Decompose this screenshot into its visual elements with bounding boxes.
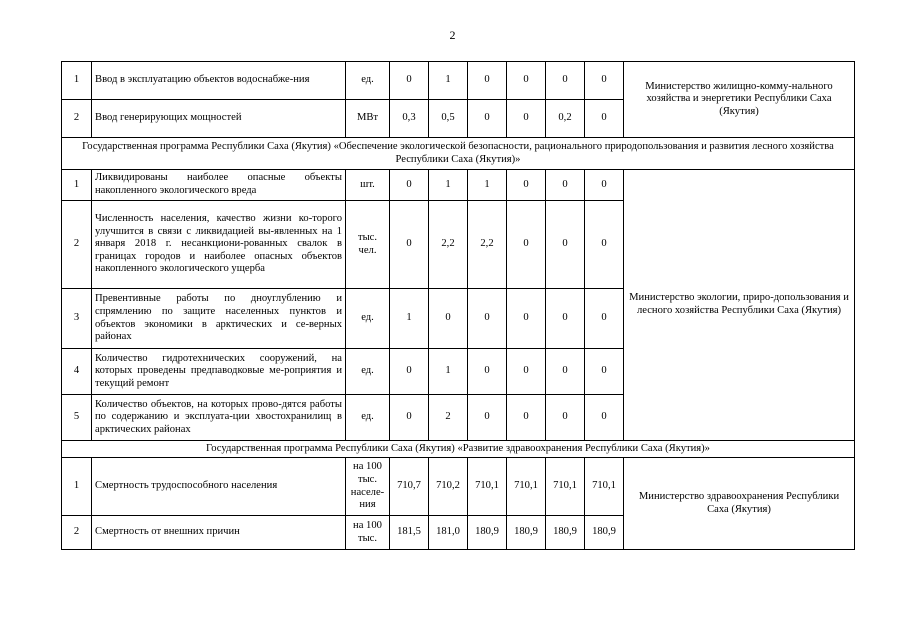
unit: на 100 тыс. населе-ния	[346, 458, 390, 516]
value-cell: 710,7	[390, 458, 429, 516]
row-number: 5	[62, 395, 92, 441]
row-number: 1	[62, 458, 92, 516]
indicator-name: Ввод в эксплуатацию объектов водоснабже-ния	[92, 62, 346, 100]
value-cell: 0	[468, 62, 507, 100]
value-cell: 1	[429, 170, 468, 201]
value-cell: 0	[585, 62, 624, 100]
value-cell: 0	[546, 170, 585, 201]
table-row	[62, 170, 855, 201]
value-cell: 1	[468, 170, 507, 201]
value-cell: 0	[390, 349, 429, 395]
value-cell: 0	[507, 170, 546, 201]
responsible-ministry: Министерство экологии, приро-допользования и лесного хозяйства Республики Саха (Якутия)	[624, 170, 855, 441]
program-title: Государственная программа Республики Саха (Якутия) «Обеспечение экологической безопасности, рационального природопользования и развития лесного хозяйства Республики Саха (Якутия)»	[62, 138, 855, 170]
table-row	[62, 458, 855, 516]
value-cell: 180,9	[468, 516, 507, 550]
value-cell: 0	[546, 62, 585, 100]
value-cell: 180,9	[507, 516, 546, 550]
program-header-row	[62, 441, 855, 458]
value-cell: 0	[585, 289, 624, 349]
value-cell: 0	[585, 100, 624, 138]
unit: ед.	[346, 395, 390, 441]
value-cell: 0	[390, 170, 429, 201]
value-cell: 0	[546, 289, 585, 349]
value-cell: 0	[507, 201, 546, 289]
responsible-ministry: Министерство здравоохранения Республики Саха (Якутия)	[624, 458, 855, 550]
row-number: 2	[62, 201, 92, 289]
responsible-ministry: Министерство жилищно-комму-нального хозяйства и энергетики Республики Саха (Якутия)	[624, 62, 855, 138]
row-number: 3	[62, 289, 92, 349]
value-cell: 710,2	[429, 458, 468, 516]
value-cell: 180,9	[585, 516, 624, 550]
unit: на 100 тыс.	[346, 516, 390, 550]
value-cell: 0	[546, 395, 585, 441]
value-cell: 0	[585, 170, 624, 201]
value-cell: 0	[390, 62, 429, 100]
value-cell: 0	[585, 395, 624, 441]
value-cell: 710,1	[468, 458, 507, 516]
indicators-table	[61, 61, 855, 550]
table-row	[62, 62, 855, 100]
indicator-name: Ликвидированы наиболее опасные объекты накопленного экологического вреда	[92, 170, 346, 201]
unit: ед.	[346, 62, 390, 100]
value-cell: 2	[429, 395, 468, 441]
program-title: Государственная программа Республики Саха (Якутия) «Развитие здравоохранения Республики Саха (Якутия)»	[62, 441, 855, 458]
value-cell: 710,1	[585, 458, 624, 516]
value-cell: 0	[390, 395, 429, 441]
value-cell: 180,9	[546, 516, 585, 550]
value-cell: 181,0	[429, 516, 468, 550]
value-cell: 0,3	[390, 100, 429, 138]
row-number: 1	[62, 62, 92, 100]
value-cell: 1	[390, 289, 429, 349]
value-cell: 0	[468, 289, 507, 349]
value-cell: 0	[468, 349, 507, 395]
indicator-name: Численность населения, качество жизни ко-торого улучшится в связи с ликвидацией вы-явленных на 1 января 2018 г. несанкциони-рованных свалок в границах городов и наиболее опасных объектов накопленного экологического ущерба	[92, 201, 346, 289]
indicator-name: Количество гидротехнических сооружений, на которых проведены предпаводковые ме-роприятия и текущий ремонт	[92, 349, 346, 395]
value-cell: 710,1	[546, 458, 585, 516]
indicator-name: Количество объектов, на которых прово-дятся работы по содержанию и эксплуата-ции хвостохранилищ в арктических районах	[92, 395, 346, 441]
row-number: 4	[62, 349, 92, 395]
page-number: 2	[449, 28, 456, 42]
value-cell: 0	[468, 100, 507, 138]
value-cell: 0	[507, 289, 546, 349]
row-number: 2	[62, 516, 92, 550]
program-header-row	[62, 138, 855, 170]
row-number: 2	[62, 100, 92, 138]
value-cell: 0	[546, 201, 585, 289]
indicator-name: Смертность от внешних причин	[92, 516, 346, 550]
value-cell: 2,2	[468, 201, 507, 289]
unit: МВт	[346, 100, 390, 138]
indicator-name: Смертность трудоспособного населения	[92, 458, 346, 516]
value-cell: 0	[546, 349, 585, 395]
value-cell: 2,2	[429, 201, 468, 289]
value-cell: 0	[429, 289, 468, 349]
unit: тыс. чел.	[346, 201, 390, 289]
value-cell: 0	[585, 201, 624, 289]
value-cell: 1	[429, 349, 468, 395]
value-cell: 0,2	[546, 100, 585, 138]
unit: ед.	[346, 289, 390, 349]
value-cell: 0	[507, 100, 546, 138]
value-cell: 710,1	[507, 458, 546, 516]
value-cell: 0	[468, 395, 507, 441]
value-cell: 181,5	[390, 516, 429, 550]
unit: шт.	[346, 170, 390, 201]
indicator-name: Ввод генерирующих мощностей	[92, 100, 346, 138]
value-cell: 0	[390, 201, 429, 289]
value-cell: 0	[507, 349, 546, 395]
value-cell: 0	[507, 395, 546, 441]
unit: ед.	[346, 349, 390, 395]
row-number: 1	[62, 170, 92, 201]
indicator-name: Превентивные работы по дноуглублению и спрямлению по защите населенных пунктов и объектов экономики в арктических и се-верных районах	[92, 289, 346, 349]
value-cell: 0	[585, 349, 624, 395]
value-cell: 0,5	[429, 100, 468, 138]
value-cell: 0	[507, 62, 546, 100]
value-cell: 1	[429, 62, 468, 100]
